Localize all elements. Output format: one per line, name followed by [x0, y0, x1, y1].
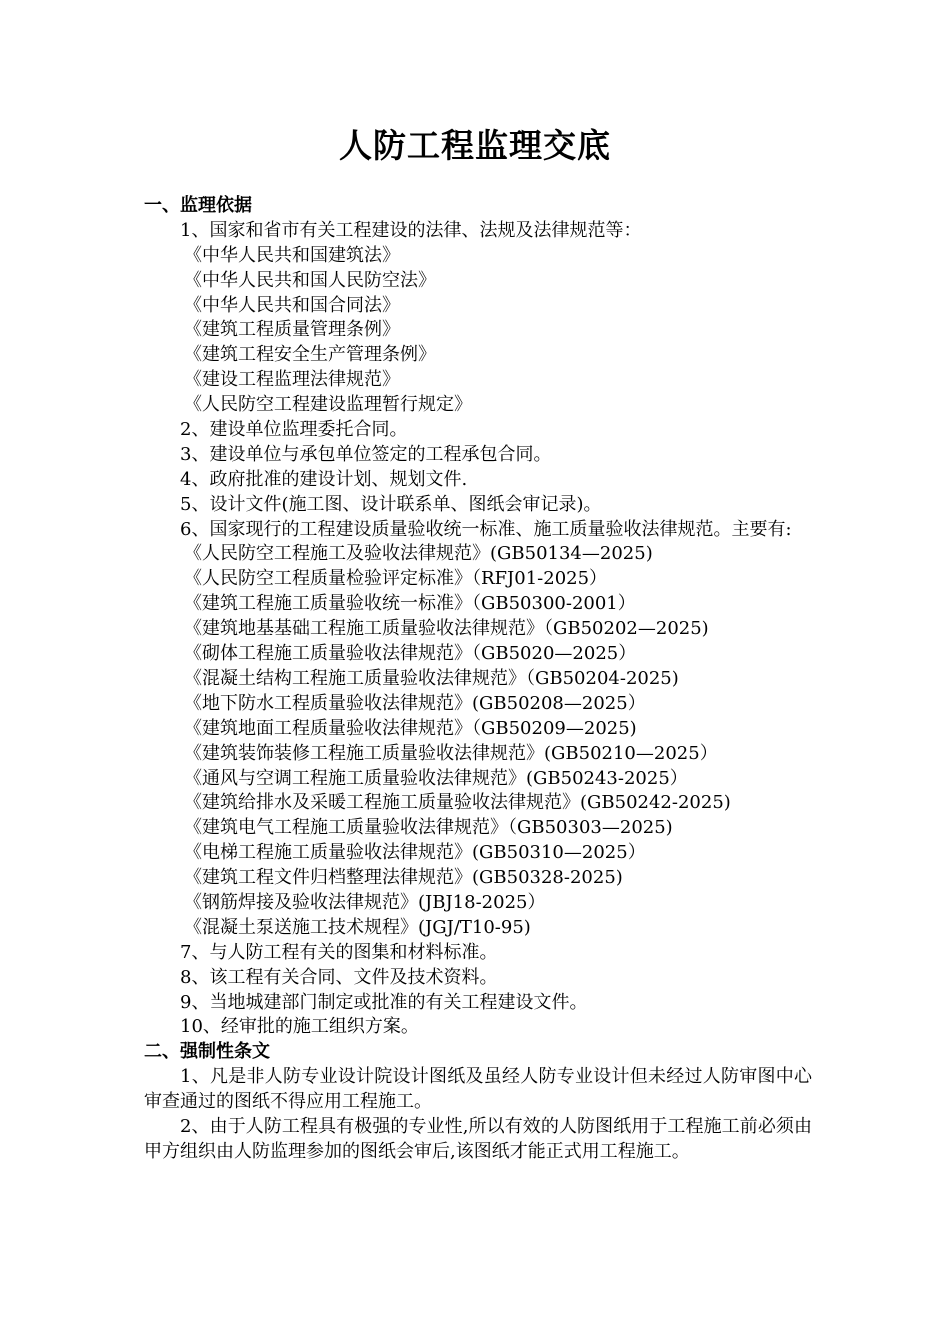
standard-item: 《建筑地面工程质量验收法律规范》（GB50209—2025)	[184, 717, 637, 739]
basis-item-3: 3、建设单位与承包单位签定的工程承包合同。	[180, 443, 552, 465]
basis-item-2: 2、建设单位监理委托合同。	[180, 419, 408, 441]
document-title: 人防工程监理交底	[339, 126, 611, 165]
basis-item-4: 4、政府批准的建设计划、规划文件.	[180, 468, 468, 490]
basis-item-7: 7、与人防工程有关的图集和材料标准。	[180, 941, 498, 963]
standard-item: 《建筑装饰装修工程施工质量验收法律规范》(GB50210—2025）	[184, 742, 718, 764]
basis-item-8: 8、该工程有关合同、文件及技术资料。	[180, 966, 498, 988]
basis-item-9: 9、当地城建部门制定或批准的有关工程建设文件。	[180, 991, 588, 1013]
standard-item: 《电梯工程施工质量验收法律规范》(GB50310—2025）	[184, 842, 646, 864]
section-heading-mandatory: 二、强制性条文	[144, 1041, 270, 1063]
standard-item: 《建筑电气工程施工质量验收法律规范》（GB50303—2025)	[184, 817, 673, 839]
mandatory-item-1: 1、凡是非人防专业设计院设计图纸及虽经人防专业设计但未经过人防审图中心审查通过的图纸不得应用工程施工。	[144, 1066, 812, 1113]
standard-item: 《钢筋焊接及验收法律规范》(JBJ18-2025）	[184, 891, 546, 913]
basis-item-1: 1、国家和省市有关工程建设的法律、法规及法律规范等：	[180, 219, 642, 241]
mandatory-item-2: 2、由于人防工程具有极强的专业性,所以有效的人防图纸用于工程施工前必须由甲方组织由人防监理参加的图纸会审后,该图纸才能正式用工程施工。	[144, 1116, 812, 1162]
standard-item: 《建筑地基基础工程施工质量验收法律规范》（GB50202—2025)	[184, 618, 709, 640]
basis-item-5: 5、设计文件(施工图、设计联系单、图纸会审记录)。	[180, 493, 602, 515]
law-item: 《中华人民共和国建筑法》	[184, 244, 400, 266]
standard-item: 《建筑工程施工质量验收统一标准》（GB50300-2001）	[184, 593, 636, 615]
standard-item: 《人民防空工程质量检验评定标准》（RFJ01-2025）	[184, 568, 608, 590]
law-item: 《中华人民共和国人民防空法》	[184, 269, 436, 291]
section-heading-basis: 一、监理依据	[144, 195, 252, 216]
law-item: 《建设工程监理法律规范》	[184, 369, 400, 391]
basis-item-10: 10、经审批的施工组织方案。	[180, 1016, 419, 1038]
standard-item: 《通风与空调工程施工质量验收法律规范》(GB50243-2025）	[184, 767, 688, 789]
law-item: 《中华人民共和国合同法》	[184, 294, 400, 316]
law-item: 《建筑工程质量管理条例》	[184, 319, 400, 341]
standard-item: 《地下防水工程质量验收法律规范》(GB50208—2025）	[184, 692, 646, 714]
standard-item: 《人民防空工程施工及验收法律规范》(GB50134—2025)	[184, 543, 653, 565]
standard-item: 《混凝土结构工程施工质量验收法律规范》（GB50204-2025)	[184, 667, 679, 689]
standard-item: 《砌体工程施工质量验收法律规范》（GB5020—2025）	[184, 643, 637, 665]
basis-item-6: 6、国家现行的工程建设质量验收统一标准、施工质量验收法律规范。主要有:	[180, 518, 792, 540]
law-item: 《建筑工程安全生产管理条例》	[184, 344, 436, 366]
standard-item: 《建筑工程文件归档整理法律规范》(GB50328-2025)	[184, 867, 623, 889]
standard-item: 《混凝土泵送施工技术规程》(JGJ/T10-95)	[184, 916, 531, 938]
law-item: 《人民防空工程建设监理暂行规定》	[184, 394, 472, 416]
document-body	[144, 194, 812, 1165]
standard-item: 《建筑给排水及采暖工程施工质量验收法律规范》(GB50242-2025)	[184, 792, 731, 814]
